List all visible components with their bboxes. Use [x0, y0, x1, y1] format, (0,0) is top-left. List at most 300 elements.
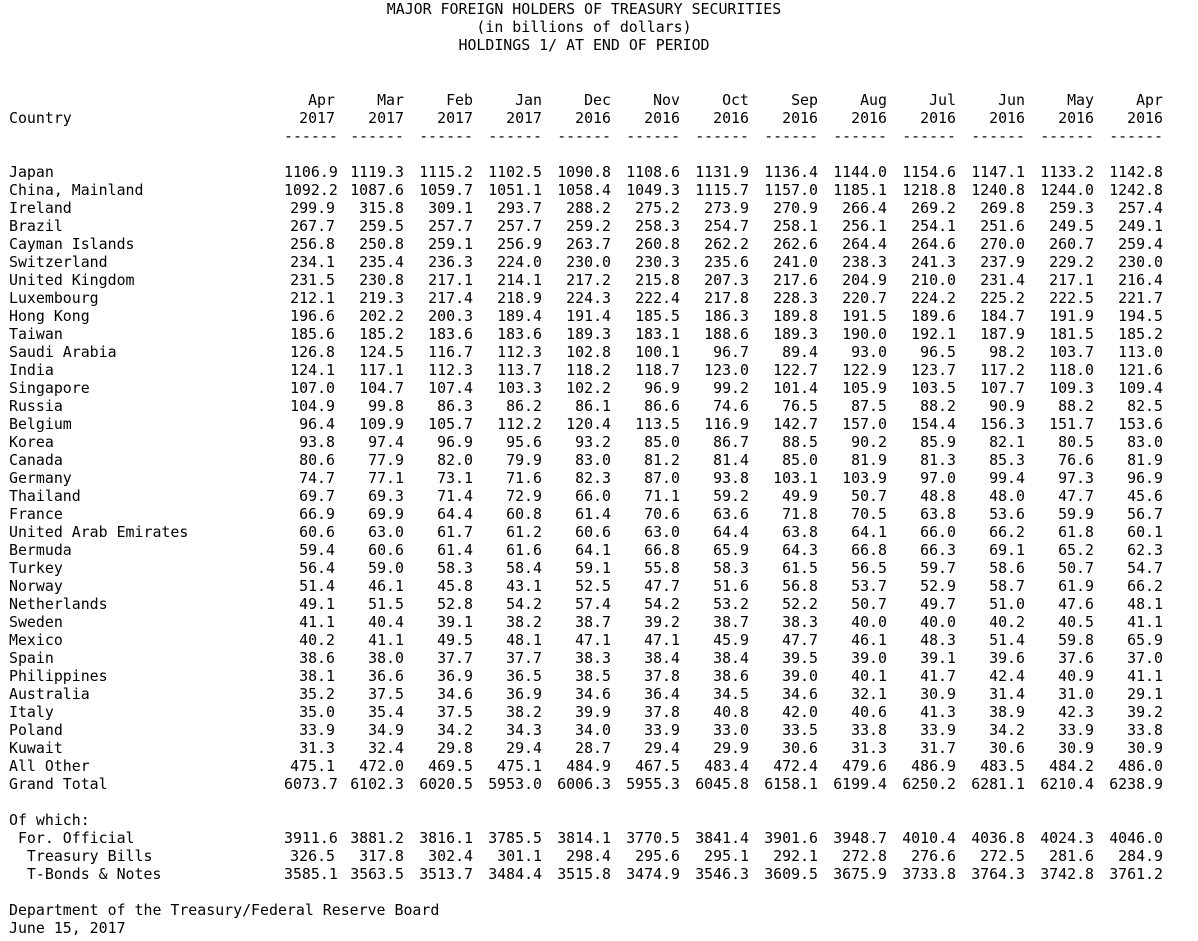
table-cell: 39.0: [851, 649, 887, 667]
table-cell: 124.5: [359, 343, 404, 361]
table-cell: 60.8: [506, 505, 542, 523]
sub-row: [9, 847, 1163, 865]
row-label: France: [9, 505, 63, 523]
row-label: Kuwait: [9, 739, 63, 757]
table-cell: 85.9: [920, 433, 956, 451]
table-cell: 47.7: [1058, 487, 1094, 505]
table-cell: 38.6: [713, 667, 749, 685]
table-cell: 183.1: [635, 325, 680, 343]
table-cell: 38.7: [575, 613, 611, 631]
table-cell: Apr: [1136, 91, 1163, 109]
table-cell: 29.1: [1127, 685, 1163, 703]
table-row: [9, 325, 1163, 343]
table-cell: Apr: [308, 91, 335, 109]
table-cell: 93.0: [851, 343, 887, 361]
table-cell: 81.4: [713, 451, 749, 469]
table-row: [9, 469, 1163, 487]
table-cell: 1115.7: [695, 181, 749, 199]
table-row: [9, 181, 1163, 199]
table-cell: Mar: [377, 91, 404, 109]
table-cell: 57.4: [575, 595, 611, 613]
table-cell: 1244.0: [1040, 181, 1094, 199]
table-cell: 123.0: [704, 361, 749, 379]
table-cell: 225.2: [980, 289, 1025, 307]
table-cell: ------: [350, 127, 404, 145]
table-cell: 241.3: [911, 253, 956, 271]
table-cell: 3841.4: [695, 829, 749, 847]
table-cell: 103.9: [842, 469, 887, 487]
row-label: Switzerland: [9, 253, 108, 271]
table-cell: 2017: [368, 109, 404, 127]
table-cell: 46.1: [851, 631, 887, 649]
table-cell: 59.8: [1058, 631, 1094, 649]
table-cell: Feb: [446, 91, 473, 109]
table-row: [9, 379, 1163, 397]
row-label: United Arab Emirates: [9, 523, 189, 541]
table-cell: 34.6: [437, 685, 473, 703]
row-label: Australia: [9, 685, 90, 703]
table-cell: 64.4: [437, 505, 473, 523]
table-cell: 3546.3: [695, 865, 749, 883]
table-cell: 183.6: [428, 325, 473, 343]
table-cell: 102.8: [566, 343, 611, 361]
table-cell: 58.6: [989, 559, 1025, 577]
table-row: [9, 541, 1163, 559]
table-cell: 112.3: [497, 343, 542, 361]
table-cell: 151.7: [1049, 415, 1094, 433]
table-cell: 70.5: [851, 505, 887, 523]
table-cell: 1049.3: [626, 181, 680, 199]
table-cell: 2016: [1058, 109, 1094, 127]
table-cell: 50.7: [851, 595, 887, 613]
table-cell: 51.5: [368, 595, 404, 613]
table-cell: ------: [557, 127, 611, 145]
table-cell: 56.7: [1127, 505, 1163, 523]
table-cell: 96.9: [1127, 469, 1163, 487]
table-cell: 219.3: [359, 289, 404, 307]
report-title: MAJOR FOREIGN HOLDERS OF TREASURY SECURITIES: [386, 0, 782, 18]
table-row: [9, 739, 1163, 757]
table-cell: 59.2: [713, 487, 749, 505]
row-label: Saudi Arabia: [9, 343, 117, 361]
table-cell: 262.2: [704, 235, 749, 253]
table-cell: 109.3: [1049, 379, 1094, 397]
table-cell: 38.2: [506, 613, 542, 631]
table-cell: 76.6: [1058, 451, 1094, 469]
table-cell: 66.9: [299, 505, 335, 523]
table-cell: 276.6: [911, 847, 956, 865]
table-cell: 49.1: [299, 595, 335, 613]
table-row: [9, 685, 1163, 703]
release-date: June 15, 2017: [9, 919, 126, 937]
table-cell: 2016: [851, 109, 887, 127]
table-cell: 90.2: [851, 433, 887, 451]
table-cell: 37.8: [644, 703, 680, 721]
table-cell: 33.9: [920, 721, 956, 739]
table-cell: 58.7: [989, 577, 1025, 595]
table-cell: 118.2: [566, 361, 611, 379]
table-cell: 484.9: [566, 757, 611, 775]
table-cell: 4046.0: [1109, 829, 1163, 847]
table-cell: 47.7: [782, 631, 818, 649]
table-cell: 40.8: [713, 703, 749, 721]
table-cell: 61.4: [575, 505, 611, 523]
table-cell: 61.4: [437, 541, 473, 559]
table-cell: 37.6: [1058, 649, 1094, 667]
row-label: T-Bonds & Notes: [9, 865, 162, 883]
table-row: [9, 757, 1163, 775]
table-cell: 124.1: [290, 361, 335, 379]
table-cell: 41.1: [1127, 613, 1163, 631]
table-cell: 69.9: [368, 505, 404, 523]
table-cell: 49.7: [920, 595, 956, 613]
table-cell: 33.8: [1127, 721, 1163, 739]
table-cell: 82.5: [1127, 397, 1163, 415]
table-row: [9, 217, 1163, 235]
table-cell: 36.5: [506, 667, 542, 685]
table-cell: 3881.2: [350, 829, 404, 847]
table-cell: 55.8: [644, 559, 680, 577]
table-cell: 34.6: [575, 685, 611, 703]
table-cell: 33.9: [299, 721, 335, 739]
table-cell: 96.4: [299, 415, 335, 433]
table-cell: 48.0: [989, 487, 1025, 505]
table-cell: 61.5: [782, 559, 818, 577]
table-cell: 88.2: [1058, 397, 1094, 415]
table-cell: 37.5: [368, 685, 404, 703]
table-cell: 41.1: [368, 631, 404, 649]
table-cell: 39.9: [575, 703, 611, 721]
table-cell: 80.5: [1058, 433, 1094, 451]
table-cell: 66.0: [920, 523, 956, 541]
table-cell: 41.3: [920, 703, 956, 721]
table-cell: 3563.5: [350, 865, 404, 883]
sub-row: [9, 865, 1163, 883]
table-cell: 81.9: [1127, 451, 1163, 469]
table-cell: 191.4: [566, 307, 611, 325]
table-cell: 269.2: [911, 199, 956, 217]
table-cell: 2017: [299, 109, 335, 127]
table-cell: 86.2: [506, 397, 542, 415]
table-cell: 65.2: [1058, 541, 1094, 559]
table-cell: 66.0: [575, 487, 611, 505]
table-cell: 231.5: [290, 271, 335, 289]
row-label: China, Mainland: [9, 181, 144, 199]
table-cell: 32.4: [368, 739, 404, 757]
table-cell: 86.7: [713, 433, 749, 451]
table-cell: 59.1: [575, 559, 611, 577]
table-cell: 83.0: [575, 451, 611, 469]
table-cell: 47.7: [644, 577, 680, 595]
table-cell: 3484.4: [488, 865, 542, 883]
row-label: Italy: [9, 703, 54, 721]
table-cell: 34.2: [989, 721, 1025, 739]
table-row: [9, 361, 1163, 379]
table-cell: ------: [419, 127, 473, 145]
table-cell: 40.2: [299, 631, 335, 649]
table-cell: 64.1: [851, 523, 887, 541]
table-cell: 30.9: [1127, 739, 1163, 757]
table-cell: 101.4: [773, 379, 818, 397]
table-cell: 3770.5: [626, 829, 680, 847]
table-cell: 66.3: [920, 541, 956, 559]
table-cell: 122.9: [842, 361, 887, 379]
table-cell: 183.6: [497, 325, 542, 343]
table-cell: 79.9: [506, 451, 542, 469]
table-cell: 235.6: [704, 253, 749, 271]
table-cell: 1102.5: [488, 163, 542, 181]
table-cell: Dec: [584, 91, 611, 109]
table-cell: 260.8: [635, 235, 680, 253]
table-cell: 1133.2: [1040, 163, 1094, 181]
row-label: Ireland: [9, 199, 72, 217]
table-cell: 32.1: [851, 685, 887, 703]
table-cell: 299.9: [290, 199, 335, 217]
row-label: Luxembourg: [9, 289, 99, 307]
table-cell: 3814.1: [557, 829, 611, 847]
table-cell: 45.9: [713, 631, 749, 649]
table-cell: 117.2: [980, 361, 1025, 379]
table-cell: 96.9: [437, 433, 473, 451]
table-cell: 99.2: [713, 379, 749, 397]
table-cell: 256.9: [497, 235, 542, 253]
table-cell: 237.9: [980, 253, 1025, 271]
table-cell: 272.5: [980, 847, 1025, 865]
table-cell: 186.3: [704, 307, 749, 325]
table-cell: 1106.9: [284, 163, 338, 181]
table-cell: 50.7: [851, 487, 887, 505]
table-cell: 264.4: [842, 235, 887, 253]
table-cell: 4010.4: [902, 829, 956, 847]
table-cell: 83.0: [1127, 433, 1163, 451]
table-cell: 235.4: [359, 253, 404, 271]
table-cell: 472.4: [773, 757, 818, 775]
table-cell: 82.3: [575, 469, 611, 487]
table-cell: 85.3: [989, 451, 1025, 469]
table-cell: 64.4: [713, 523, 749, 541]
table-cell: 62.3: [1127, 541, 1163, 559]
table-cell: 107.0: [290, 379, 335, 397]
table-cell: 45.6: [1127, 487, 1163, 505]
table-cell: 85.0: [644, 433, 680, 451]
table-cell: 38.9: [989, 703, 1025, 721]
table-cell: 207.3: [704, 271, 749, 289]
table-row: [9, 523, 1163, 541]
table-cell: 217.2: [566, 271, 611, 289]
table-cell: 1240.8: [971, 181, 1025, 199]
table-cell: 36.9: [437, 667, 473, 685]
row-label: Japan: [9, 163, 54, 181]
table-cell: 50.7: [1058, 559, 1094, 577]
table-cell: 1136.4: [764, 163, 818, 181]
table-cell: 224.0: [497, 253, 542, 271]
table-cell: 251.6: [980, 217, 1025, 235]
table-cell: 40.0: [920, 613, 956, 631]
table-cell: 259.2: [566, 217, 611, 235]
table-cell: 2016: [989, 109, 1025, 127]
table-cell: 2016: [713, 109, 749, 127]
table-row: [9, 631, 1163, 649]
sub-row: [9, 829, 1163, 847]
table-cell: 189.3: [773, 325, 818, 343]
of-which-label: Of which:: [9, 811, 90, 829]
table-cell: 34.9: [368, 721, 404, 739]
table-cell: 96.7: [713, 343, 749, 361]
table-cell: 105.7: [428, 415, 473, 433]
table-cell: 48.1: [1127, 595, 1163, 613]
row-label: Mexico: [9, 631, 63, 649]
table-cell: 30.6: [989, 739, 1025, 757]
table-cell: 69.3: [368, 487, 404, 505]
table-cell: 39.1: [437, 613, 473, 631]
table-cell: 116.9: [704, 415, 749, 433]
table-cell: 37.0: [1127, 649, 1163, 667]
table-cell: 191.5: [842, 307, 887, 325]
table-cell: 4024.3: [1040, 829, 1094, 847]
table-cell: 71.8: [782, 505, 818, 523]
table-cell: 40.2: [989, 613, 1025, 631]
table-cell: 273.9: [704, 199, 749, 217]
table-cell: 154.4: [911, 415, 956, 433]
table-cell: 260.7: [1049, 235, 1094, 253]
row-label: [9, 127, 284, 145]
table-cell: 70.6: [644, 505, 680, 523]
table-cell: 469.5: [428, 757, 473, 775]
table-cell: 257.7: [497, 217, 542, 235]
table-cell: 275.2: [635, 199, 680, 217]
table-cell: 63.0: [644, 523, 680, 541]
table-cell: 77.9: [368, 451, 404, 469]
table-cell: 48.3: [920, 631, 956, 649]
table-cell: 302.4: [428, 847, 473, 865]
table-cell: 298.4: [566, 847, 611, 865]
table-row: [9, 775, 1163, 793]
table-cell: 59.9: [1058, 505, 1094, 523]
table-cell: 65.9: [713, 541, 749, 559]
table-cell: 1142.8: [1109, 163, 1163, 181]
table-cell: Nov: [653, 91, 680, 109]
table-cell: 230.0: [566, 253, 611, 271]
table-cell: 116.7: [428, 343, 473, 361]
table-cell: 120.4: [566, 415, 611, 433]
table-cell: 80.6: [299, 451, 335, 469]
table-cell: 317.8: [359, 847, 404, 865]
table-cell: 224.2: [911, 289, 956, 307]
table-cell: 1131.9: [695, 163, 749, 181]
table-cell: ------: [488, 127, 542, 145]
row-label: Brazil: [9, 217, 63, 235]
table-cell: 99.8: [368, 397, 404, 415]
table-cell: 222.4: [635, 289, 680, 307]
table-cell: 100.1: [635, 343, 680, 361]
table-cell: 34.0: [575, 721, 611, 739]
table-cell: 483.4: [704, 757, 749, 775]
table-cell: 212.1: [290, 289, 335, 307]
table-cell: 60.6: [575, 523, 611, 541]
report-header: [0, 0, 1168, 54]
table-cell: 3911.6: [284, 829, 338, 847]
table-cell: 81.3: [920, 451, 956, 469]
table-cell: 2017: [506, 109, 542, 127]
table-cell: 88.2: [920, 397, 956, 415]
table-cell: 1218.8: [902, 181, 956, 199]
table-cell: 31.0: [1058, 685, 1094, 703]
table-cell: 63.6: [713, 505, 749, 523]
table-cell: ------: [971, 127, 1025, 145]
table-cell: 6158.1: [764, 775, 818, 793]
table-cell: 35.0: [299, 703, 335, 721]
table-cell: 77.1: [368, 469, 404, 487]
table-cell: 103.3: [497, 379, 542, 397]
table-row: [9, 199, 1163, 217]
table-cell: 6281.1: [971, 775, 1025, 793]
table-cell: 486.9: [911, 757, 956, 775]
table-cell: 1157.0: [764, 181, 818, 199]
table-cell: 43.1: [506, 577, 542, 595]
table-cell: 38.1: [299, 667, 335, 685]
table-cell: 295.6: [635, 847, 680, 865]
table-cell: 34.3: [506, 721, 542, 739]
table-cell: 34.6: [782, 685, 818, 703]
table-cell: 123.7: [911, 361, 956, 379]
table-cell: 30.6: [782, 739, 818, 757]
table-cell: 301.1: [497, 847, 542, 865]
table-cell: 117.1: [359, 361, 404, 379]
table-cell: 93.8: [713, 469, 749, 487]
table-cell: 71.6: [506, 469, 542, 487]
table-cell: 74.7: [299, 469, 335, 487]
table-cell: 249.1: [1118, 217, 1163, 235]
row-label: Thailand: [9, 487, 81, 505]
table-cell: 241.0: [773, 253, 818, 271]
table-cell: 118.0: [1049, 361, 1094, 379]
table-cell: 107.4: [428, 379, 473, 397]
table-cell: 4036.8: [971, 829, 1025, 847]
table-cell: 87.5: [851, 397, 887, 415]
table-cell: 54.2: [644, 595, 680, 613]
table-cell: 99.4: [989, 469, 1025, 487]
table-cell: 1087.6: [350, 181, 404, 199]
table-cell: 220.7: [842, 289, 887, 307]
table-cell: 104.7: [359, 379, 404, 397]
table-cell: 73.1: [437, 469, 473, 487]
table-cell: 257.4: [1118, 199, 1163, 217]
report-subtitle: HOLDINGS 1/ AT END OF PERIOD: [458, 36, 710, 54]
header-row-years: [9, 109, 1163, 127]
table-cell: 272.8: [842, 847, 887, 865]
table-cell: 157.0: [842, 415, 887, 433]
table-cell: 104.9: [290, 397, 335, 415]
table-cell: 217.4: [428, 289, 473, 307]
row-label: Taiwan: [9, 325, 63, 343]
table-cell: 3515.8: [557, 865, 611, 883]
row-label: Russia: [9, 397, 63, 415]
table-cell: 2016: [920, 109, 956, 127]
table-cell: 266.4: [842, 199, 887, 217]
table-cell: 38.4: [644, 649, 680, 667]
table-cell: 61.2: [506, 523, 542, 541]
table-row: [9, 289, 1163, 307]
table-cell: 2016: [1127, 109, 1163, 127]
table-cell: 189.8: [773, 307, 818, 325]
table-cell: 5953.0: [488, 775, 542, 793]
table-cell: 257.7: [428, 217, 473, 235]
table-cell: 38.3: [782, 613, 818, 631]
table-cell: 30.9: [1058, 739, 1094, 757]
table-cell: Jan: [515, 91, 542, 109]
table-cell: 97.4: [368, 433, 404, 451]
table-cell: 3675.9: [833, 865, 887, 883]
